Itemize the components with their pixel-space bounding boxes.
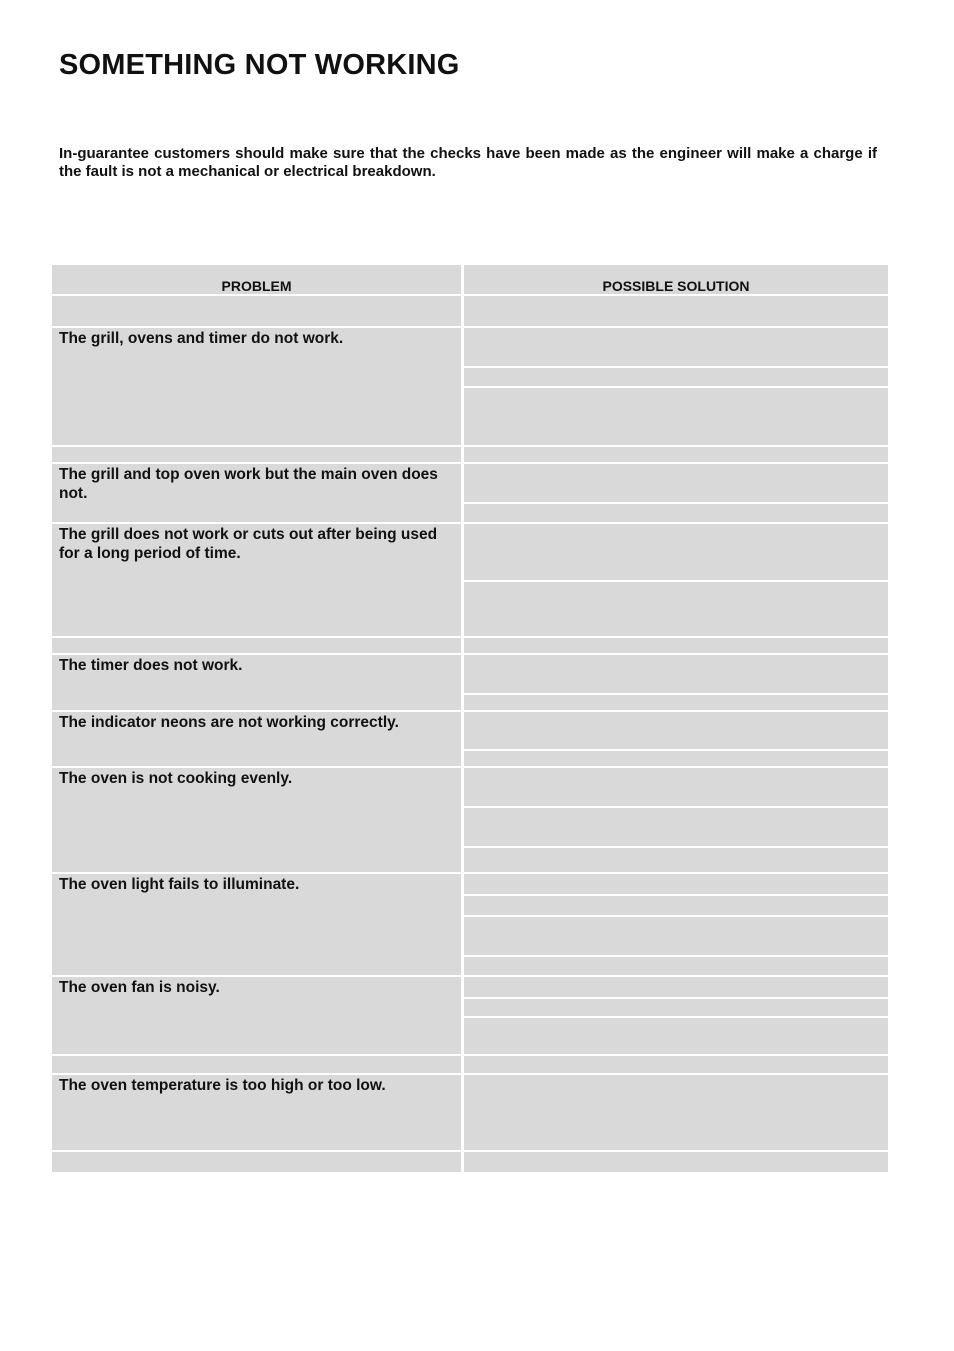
problem-cell xyxy=(52,1075,461,1150)
solution-cell xyxy=(464,695,888,710)
solution-cell xyxy=(464,768,888,806)
problem-text: The oven is not cooking evenly. xyxy=(59,770,293,787)
page-title: SOMETHING NOT WORKING xyxy=(59,49,460,81)
problem-spacer-cell xyxy=(52,1152,461,1172)
solution-cell xyxy=(464,388,888,445)
problem-cell xyxy=(52,524,461,636)
solution-cell xyxy=(464,655,888,693)
problem-text: The grill does not work or cuts out after being used for a long period of time. xyxy=(59,526,438,562)
problem-text: The oven fan is noisy. xyxy=(59,979,220,996)
solution-cell xyxy=(464,917,888,955)
solution-cell xyxy=(464,1152,888,1172)
problem-text: The timer does not work. xyxy=(59,657,243,674)
problem-spacer-cell xyxy=(52,1056,461,1073)
solution-cell xyxy=(464,328,888,366)
solution-cell xyxy=(464,977,888,997)
solution-cell xyxy=(464,999,888,1016)
solution-cell xyxy=(464,447,888,462)
solution-cell xyxy=(464,638,888,653)
problem-cell xyxy=(52,328,461,445)
troubleshooting-table xyxy=(52,265,888,1172)
problem-text: The grill, ovens and timer do not work. xyxy=(59,330,344,347)
problem-cell xyxy=(52,874,461,975)
intro-paragraph: In-guarantee customers should make sure that the checks have been made as the engineer will make a charge if the fault is not a mechanical or electrical breakdown. xyxy=(59,145,877,180)
solution-cell xyxy=(464,848,888,872)
solution-cell xyxy=(464,808,888,846)
problem-text: The grill and top oven work but the main oven does not. xyxy=(59,466,438,502)
solution-cell xyxy=(464,368,888,386)
solution-cell xyxy=(464,1075,888,1150)
solution-cell xyxy=(464,712,888,749)
solution-cell xyxy=(464,896,888,915)
problem-cell xyxy=(52,464,461,522)
problem-cell xyxy=(52,977,461,1054)
solution-cell xyxy=(464,1056,888,1073)
problem-text: The oven light fails to illuminate. xyxy=(59,876,300,893)
solution-cell xyxy=(464,504,888,522)
solution-cell xyxy=(464,582,888,636)
solution-cell xyxy=(464,751,888,766)
problem-spacer-cell xyxy=(52,296,461,326)
problem-cell xyxy=(52,655,461,710)
problem-column-header: PROBLEM xyxy=(52,265,461,294)
problem-text: The oven temperature is too high or too low. xyxy=(59,1077,386,1094)
problem-spacer-cell xyxy=(52,447,461,462)
solution-cell xyxy=(464,957,888,975)
problem-text: The indicator neons are not working correctly. xyxy=(59,714,399,731)
solution-cell xyxy=(464,874,888,894)
column-divider xyxy=(461,265,464,1172)
solution-cell xyxy=(464,464,888,502)
problem-spacer-cell xyxy=(52,638,461,653)
problem-cell xyxy=(52,768,461,872)
solution-column-header: POSSIBLE SOLUTION xyxy=(464,265,888,294)
problem-cell xyxy=(52,712,461,766)
solution-cell xyxy=(464,524,888,580)
solution-cell xyxy=(464,1018,888,1054)
solution-cell xyxy=(464,296,888,326)
